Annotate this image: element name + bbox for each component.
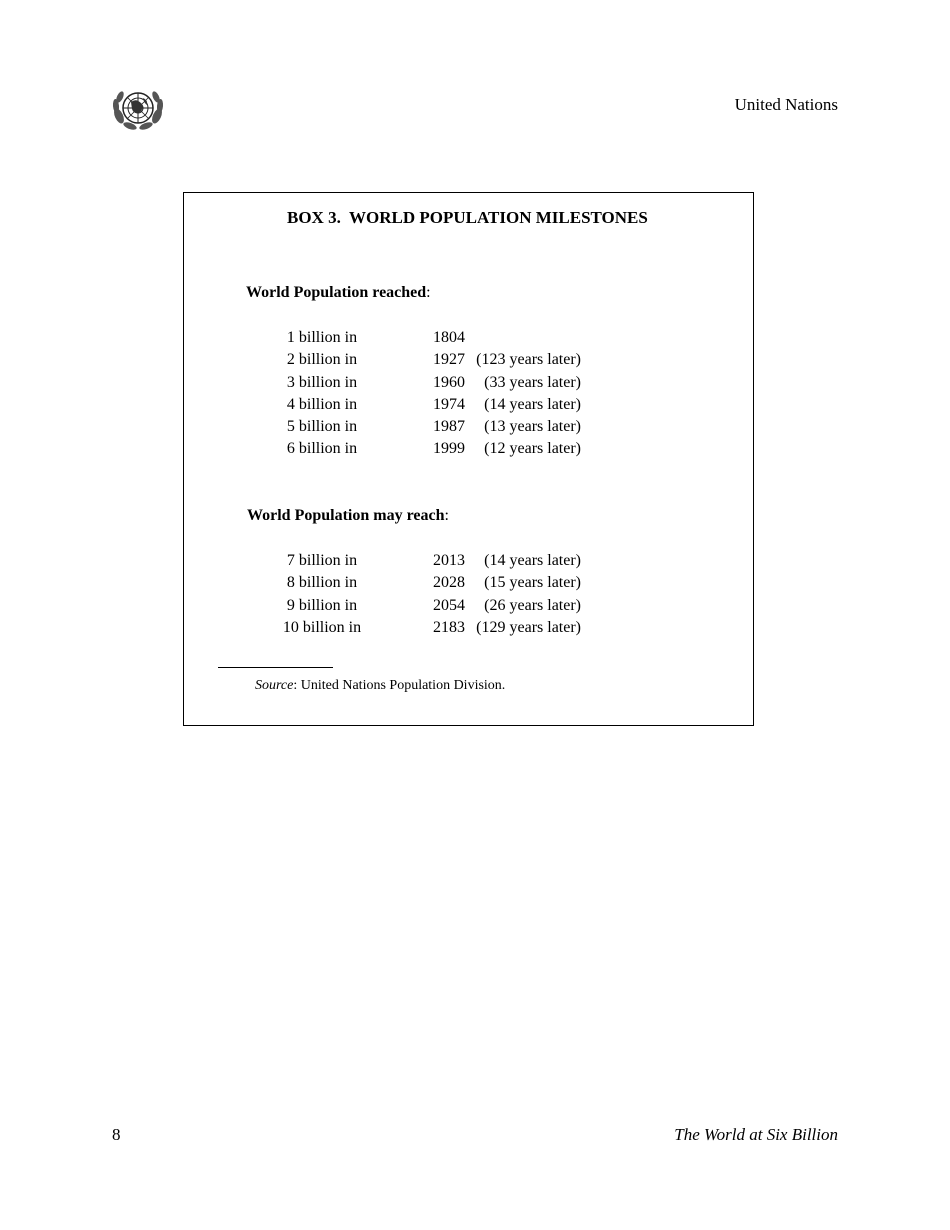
reached-heading-colon: : (426, 284, 431, 301)
milestone-interval: (13 years later) (484, 418, 581, 436)
milestones-box (183, 192, 754, 726)
milestone-year: 2013 (433, 552, 465, 569)
milestone-amount: 1 billion in (286, 329, 358, 346)
page-number: 8 (112, 1125, 121, 1144)
milestone-amount: 6 billion in (286, 440, 358, 458)
may-reach-heading-text: World Population may reach (247, 507, 445, 524)
milestone-interval: (33 years later) (484, 373, 581, 391)
may-reach-list (184, 550, 753, 639)
list-item (184, 394, 753, 416)
list-item (184, 327, 753, 349)
milestone-interval: (15 years later) (484, 574, 581, 592)
milestone-interval: (123 years later) (476, 351, 581, 369)
source-text: : United Nations Population Division. (293, 678, 506, 693)
list-item (184, 416, 753, 438)
milestone-year: 1960 (433, 373, 465, 391)
footnote-divider (218, 667, 333, 668)
milestone-year: 2054 (433, 596, 465, 614)
milestone-amount: 4 billion in (286, 395, 358, 413)
may-reach-heading (247, 507, 449, 525)
list-item (184, 349, 753, 371)
list-item (184, 595, 753, 617)
milestone-year: 2028 (433, 574, 465, 592)
milestone-interval: (12 years later) (484, 440, 581, 458)
list-item (184, 617, 753, 639)
list-item (184, 372, 753, 394)
milestone-year: 1804 (433, 329, 465, 346)
milestone-amount: 9 billion in (286, 596, 358, 614)
box-title: BOX 3. WORLD POPULATION MILESTONES (287, 208, 648, 227)
milestone-amount: 8 billion in (286, 574, 358, 592)
milestone-year: 1927 (433, 351, 465, 369)
source-label: Source (255, 678, 294, 693)
milestone-interval: (14 years later) (484, 552, 581, 569)
reached-heading-text: World Population reached (246, 284, 427, 301)
list-item (184, 550, 753, 572)
reached-list (184, 327, 753, 461)
milestone-year: 2183 (433, 618, 465, 636)
may-reach-heading-colon: : (444, 507, 449, 524)
milestone-amount: 3 billion in (286, 373, 358, 391)
milestone-year: 1987 (433, 418, 465, 436)
milestone-interval: (26 years later) (484, 596, 581, 614)
milestone-amount: 10 billion in (282, 618, 362, 636)
milestone-amount: 2 billion in (286, 351, 358, 369)
milestone-interval: (129 years later) (476, 618, 581, 636)
source-note (255, 678, 505, 694)
reached-heading (246, 284, 431, 302)
list-item (184, 572, 753, 594)
milestone-year: 1974 (433, 395, 465, 413)
milestone-amount: 7 billion in (286, 552, 358, 569)
organization-name: United Nations (734, 95, 838, 114)
un-emblem-icon (110, 86, 166, 134)
milestone-amount: 5 billion in (286, 418, 358, 436)
milestone-interval: (14 years later) (484, 395, 581, 413)
milestone-year: 1999 (433, 440, 465, 458)
list-item (184, 438, 753, 460)
document-title: The World at Six Billion (674, 1125, 838, 1144)
